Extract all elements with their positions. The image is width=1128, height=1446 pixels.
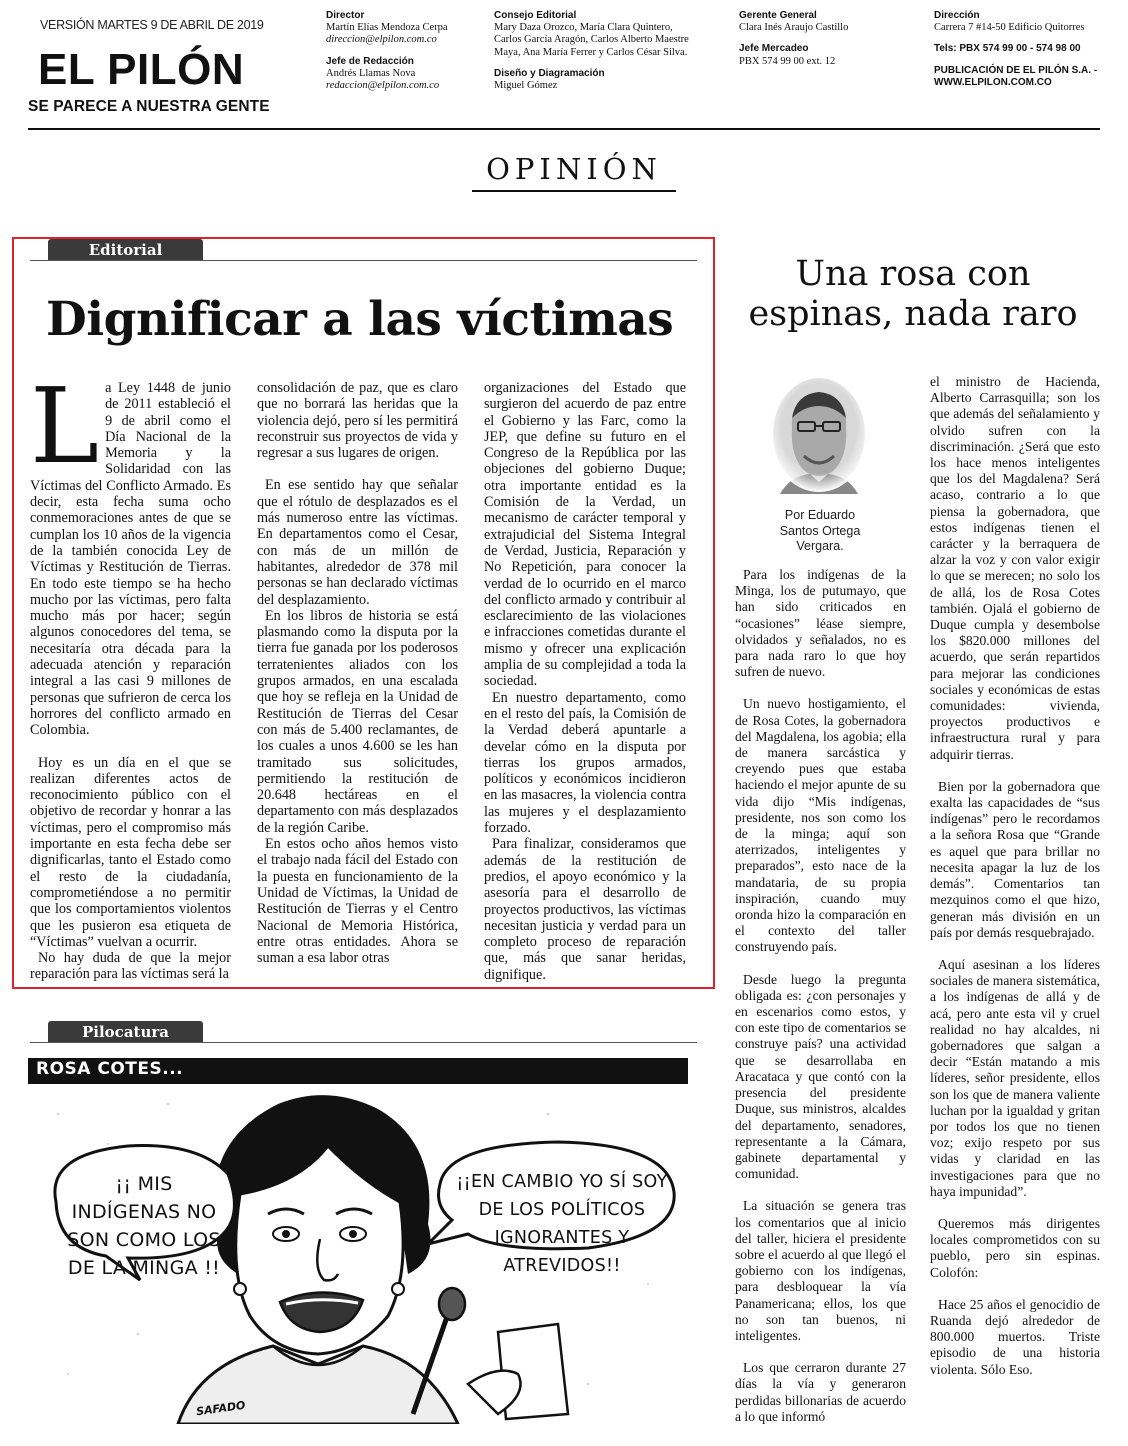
paragraph: Aquí asesinan a los líderes sociales de manera sistemática, a los indígenas de allá y de acá, pero ante esta vil y cruel realidad no hay alcaldes, ni gobernadores que salgan a decir “Están matando a mis líderes, señor presidente, ellos son los que de manera valiente luchan por la igualdad y gritan por todos los que no tienen voz; exijo respeto por sus vidas y claridad en las investigaciones para que no haya impunidad”. [930,956,1100,1199]
paragraph: consolidación de paz, que es claro que no borrará las heridas que la violencia dejó, pero sí les permitirá reconstruir sus proyectos de vida y regresar a sus lugares de origen. [257,380,458,462]
phones: Tels: PBX 574 99 00 - 574 98 00 [934,43,1081,55]
publication-line: PUBLICACIÓN DE EL PILÓN S.A. - [934,64,1098,76]
address-role: Dirección [934,10,980,21]
newspaper-slogan: SE PARECE A NUESTRA GENTE [28,98,270,115]
opinion-headline: Una rosa con espinas, nada raro [748,254,1078,334]
director-email[interactable]: direccion@elpilon.com.co [326,34,437,46]
chief-editor-email[interactable]: redaccion@elpilon.com.co [326,80,440,92]
editorial-tab-rule [30,260,697,261]
cartoon-tab-rule [30,1042,697,1043]
chief-editor-name: Andrés Llamas Nova [326,67,416,79]
left-speech-bubble-text: ¡¡ MIS INDÍGENAS NO SON COMO LOS DE LA MINGA !! [67,1173,221,1279]
paragraph: La situación se genera tras los comentarios que al inicio del taller, hiciera el presidente sobre el acuerdo al que llegó el gobierno con los indígenas, para desbloquear la vía Panamericana; ellos, los que no son tan buenos, ni inteligentes. [735,1198,906,1343]
paragraph: Hace 25 años el genocidio de Ruanda dejó alrededor de 800.000 muertos. Triste episodio de una historia violenta. Sólo Eso. [930,1296,1100,1377]
paragraph: el ministro de Hacienda, Alberto Carrasquilla; son los que además del señalamiento y olvido sufren con la discriminación. ¿Será que esto los hace menos inteligentes que los del Magdalena? Será acaso, contrario a lo que piensa la gobernadora, que estos indígenas tienen el carácter y la berraquera de alzar la voz y con valor exigir lo que se merecen; no solo los de allá, los de Rosa Cotes también. Ojalá el gobierno de Duque cumpla y desembolse los $820.000 millones del acuerdo, que serán repartidos para mejorar las condiciones sociales y económicas de estas comunidades: vivienda, proyectos productivos e infraestructura rural y para adquirir tierras. [930,374,1100,762]
website-link[interactable]: WWW.ELPILON.COM.CO [934,76,1052,88]
edition-date: VERSIÓN MARTES 9 DE ABRIL DE 2019 [40,18,264,32]
section-title: OPINIÓN [486,152,662,186]
editorial-column-2 [257,380,458,966]
editorial-dropcap: L [30,365,100,487]
paragraph: a Ley 1448 de junio de 2011 estableció el 9 de abril como el Día Nacional de la Memoria y la Solidaridad con las Víctimas del Conflicto Armado. Es decir, esta fecha suma ocho conmemoraciones antes de que se cumplan los 10 años de la vigencia de la también conocida Ley de Víctimas y Restitución de Tierras. En todo este tiempo se ha hecho mucho por las víctimas, pero falta mucho más por hacer; según algunos conocedores del tema, se necesitaría otra década para la adecuada atención y reparación integral a las casi 9 millones de personas que sufrieron de cerca los horrores del conflicto armado en Colombia. [30,380,231,739]
board-line: Carlos García Aragón, Carlos Alberto Maestre [494,34,689,46]
design-role: Diseño y Diagramación [494,67,605,79]
paragraph: Los que cerraron durante 27 días la vía y generaron perdidas billonarias de acuerdo a lo que informó [735,1360,906,1424]
board-line: Mary Daza Orozco, María Clara Quintero, [494,22,673,34]
masthead-divider [28,128,1100,130]
board-line: Maya, Ana María Ferrer y Carlos César Silva. [494,46,688,58]
opinion-column-1 [735,567,906,1425]
paragraph: organizaciones del Estado que surgieron del acuerdo de paz entre el Gobierno y las Farc, como la JEP, que define su futuro en el Congreso de la República por las objeciones del gobierno Duque; otra importante entidad es la Comisión de la Verdad, un mecanismo de carácter temporal y extrajudicial del Sistema Integral de Verdad, Justicia, Reparación y No Repetición, para conocer la verdad de lo ocurrido en el marco del conflicto armado y contribuir al esclarecimiento de las violaciones e infracciones cometidas durante el mismo y ofrecer una explicación amplia de su complejidad a toda la sociedad. [484,380,686,690]
editorial-headline: Dignificar a las víctimas [46,292,674,347]
staff-manager-block [739,10,848,68]
paragraph: Hoy es un día en el que se realizan diferentes actos de reconocimiento público con el objetivo de recordar y honrar a las víctimas, pero el compromiso más importante en esta fecha debe ser dignificarlas, tanto el Estado como el resto de la ciudadanía, comprometiéndose a no permitir que los comportamientos violentos que les pusieron esa etiqueta de “Víctimas” vuelvan a ocurrir. [30,754,231,950]
staff-address-block [934,10,1097,89]
paragraph: Desde luego la pregunta obligada es: ¿con personajes y en escenarios como estos, y con este tipo de comentarios se construye país? una actividad que se desarrollaba en Aracataca y que contó con la presencia del presidente Duque, sus ministros, alcaldes del departamento, senadores, representante a la Cámara, gabinete departamental y comunidad. [735,971,906,1182]
editorial-column-1 [30,365,231,983]
staff-board-block [494,10,689,92]
author-byline [765,508,875,555]
chief-editor-role: Jefe de Redacción [326,55,414,67]
paragraph: En los libros de historia se está plasmando como la disputa por la tierra fue ganada por los poderosos terratenientes aliados con los grupos armados, en una escalada que hoy se refleja en la Unidad de Restitución de Tierras del Cesar con más de 5.400 reclamantes, de los cuales a unos 4.600 se les han tramitado sus solicitudes, permitiendo la restitución de 20.648 hectáreas en el departamento con más desplazados de la región Caribe. [257,607,458,836]
manager-role: Gerente General [739,10,817,21]
director-role: Director [326,10,365,21]
paragraph: En estos ocho años hemos visto el trabajo nada fácil del Estado con la puesta en funcionamiento de la Unidad de Víctimas, la Unidad de Restitución de Tierras y el Centro Nacional de Memoria Histórica, entre otras entidades. Ahora se suman a esa labor otras [257,836,458,967]
byline-line: Vergara. [796,539,844,553]
opinion-column-2 [930,374,1100,1378]
paragraph: Para los indígenas de la Minga, los de putumayo, que han sido criticados en “ocasiones” léase siempre, olvidados y señalados, no es para nada raro lo que hoy sufren de nuevo. [735,567,906,680]
right-speech-bubble-text: ¡¡EN CAMBIO YO SÍ SOY DE LOS POLÍTICOS IGNORANTES Y ATREVIDOS!! [456,1172,668,1276]
marketing-phone: PBX 574 99 00 ext. 12 [739,55,836,67]
paragraph: Bien por la gobernadora que exalta las capacidades de “sus indígenas” pero le recordamos a la señora Rosa que “Grande es aquel que para brillar no necesita apagar la luz de los demás”. Comentarios tan mezquinos como el que hizo, generan más división en un país por demás resquebrajado. [930,778,1100,940]
paragraph: En ese sentido hay que señalar que el rótulo de desplazados es el más numeroso entre las víctimas. En departamentos como el Cesar, con más de un millón de habitantes, alrededor de 378 mil personas se han declarado víctimas del desplazamiento. [257,477,458,608]
marketing-role: Jefe Mercadeo [739,43,809,55]
board-role: Consejo Editorial [494,10,577,21]
cartoon-title: ROSA COTES... [36,1059,184,1079]
cartoon-title-bar [28,1058,688,1084]
section-title-underline [472,190,676,192]
paragraph: Un nuevo hostigamiento, el de Rosa Cotes, la gobernadora del Magdalena, los agobia; ella de manera sarcástica y creyendo pues que estaba haciendo el mejor apunte de su vida dijo “Mis indígenas, presidente, nos son como los de la minga; aquí son aterrizados, inteligentes y preparados”, esto nace de la mandataria, de su propia inspiración, cuando muy oronda hizo la comparación en el contexto del taller construyendo país. [735,696,906,955]
cartoonist-signature: SAFADO [195,1398,247,1419]
design-name: Miguel Gómez [494,80,558,92]
paragraph: Queremos más dirigentes locales comprometidos con su pueblo, pero sin espinas. Colofón: [930,1215,1100,1280]
byline-line: Por Eduardo [784,508,856,522]
author-portrait [770,378,868,494]
byline-line: Santos Ortega [779,523,861,538]
manager-name: Clara Inés Araujo Castillo [739,22,849,34]
director-name: Martín Elías Mendoza Cerpa [326,22,448,34]
paragraph: No hay duda de que la mejor reparación para las víctimas será la [30,950,231,983]
staff-director-block [326,10,448,92]
editorial-column-3 [484,380,686,983]
cartoon-tab: Pilocatura [48,1021,203,1043]
paragraph: Para finalizar, consideramos que además de la restitución de predios, el apoyo económico y la asesoría para el desarrollo de proyectos productivos, las víctimas necesitan justicia y verdad para un completo proceso de reparación que, más que sanar heridas, dignifique. [484,836,686,983]
editorial-tab: Editorial [48,239,203,261]
paragraph: En nuestro departamento, como en el resto del país, la Comisión de la Verdad deberá apuntarle a develar cómo en la disputa por tierras los grupos armados, políticos y económicos incidieron en las masacres, la violencia contra las mujeres y el desplazamiento forzado. [484,689,686,837]
newspaper-logo[interactable]: EL PILÓN [38,45,245,94]
address: Carrera 7 #14-50 Edificio Quitorres [934,22,1085,34]
